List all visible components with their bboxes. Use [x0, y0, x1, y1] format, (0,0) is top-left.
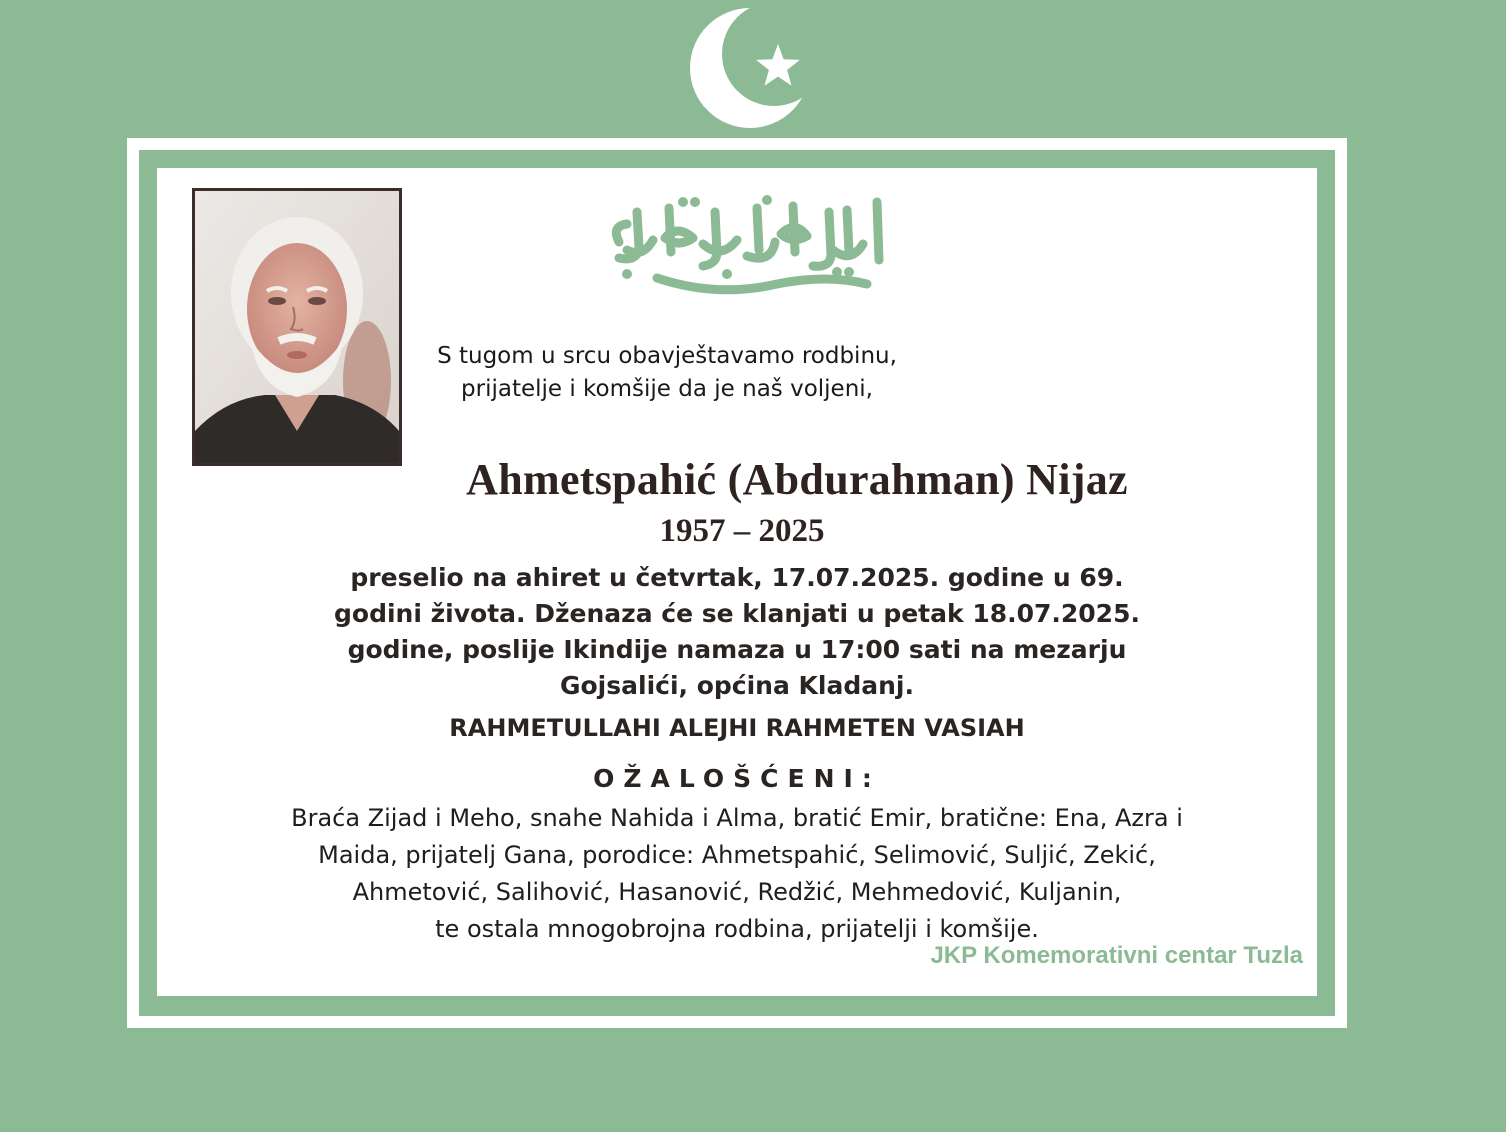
crescent-star-icon: [690, 4, 820, 130]
mourners-line: te ostala mnogobrojna rodbina, prijatelji i komšije.: [435, 915, 1039, 943]
announcement-line: Gojsalići, općina Kladanj.: [559, 671, 915, 700]
mourners-line: Maida, prijatelj Gana, porodice: Ahmetspahić, Selimović, Suljić, Zekić,: [318, 841, 1156, 869]
announcement-line: preselio na ahiret u četvrtak, 17.07.2025. godine u 69.: [350, 563, 1124, 592]
portrait-photo: [192, 188, 402, 466]
arabic-calligraphy-icon: [597, 182, 897, 302]
announcement-line: godini života. Dženaza će se klanjati u petak 18.07.2025.: [334, 599, 1140, 628]
mourners-heading: OŽALOŠĆENI:: [593, 764, 881, 793]
announcement-line: godine, poslije Ikindije namaza u 17:00 sati na mezarju: [347, 635, 1127, 664]
issuer-credit: JKP Komemorativni centar Tuzla: [930, 942, 1303, 969]
funeral-announcement: [267, 560, 1207, 704]
obituary-card: [157, 168, 1317, 996]
intro-line-2: prijatelje i komšije da je naš voljeni,: [461, 376, 873, 402]
mourners-line: Ahmetović, Salihović, Hasanović, Redžić, Mehmedović, Kuljanin,: [352, 878, 1122, 906]
outer-frame: [127, 138, 1347, 1028]
mourners-list: [217, 800, 1257, 948]
intro-text: [387, 340, 947, 406]
intro-line-1: S tugom u srcu obavještavamo rodbinu,: [437, 343, 897, 369]
mourners-line: Braća Zijad i Meho, snahe Nahida i Alma, bratić Emir, bratične: Ena, Azra i: [291, 804, 1183, 832]
deceased-name: Ahmetspahić (Abdurahman) Nijaz: [466, 455, 1128, 504]
life-years: 1957 – 2025: [659, 513, 825, 549]
prayer-line: RAHMETULLAHI ALEJHI RAHMETEN VASIAH: [449, 714, 1025, 742]
